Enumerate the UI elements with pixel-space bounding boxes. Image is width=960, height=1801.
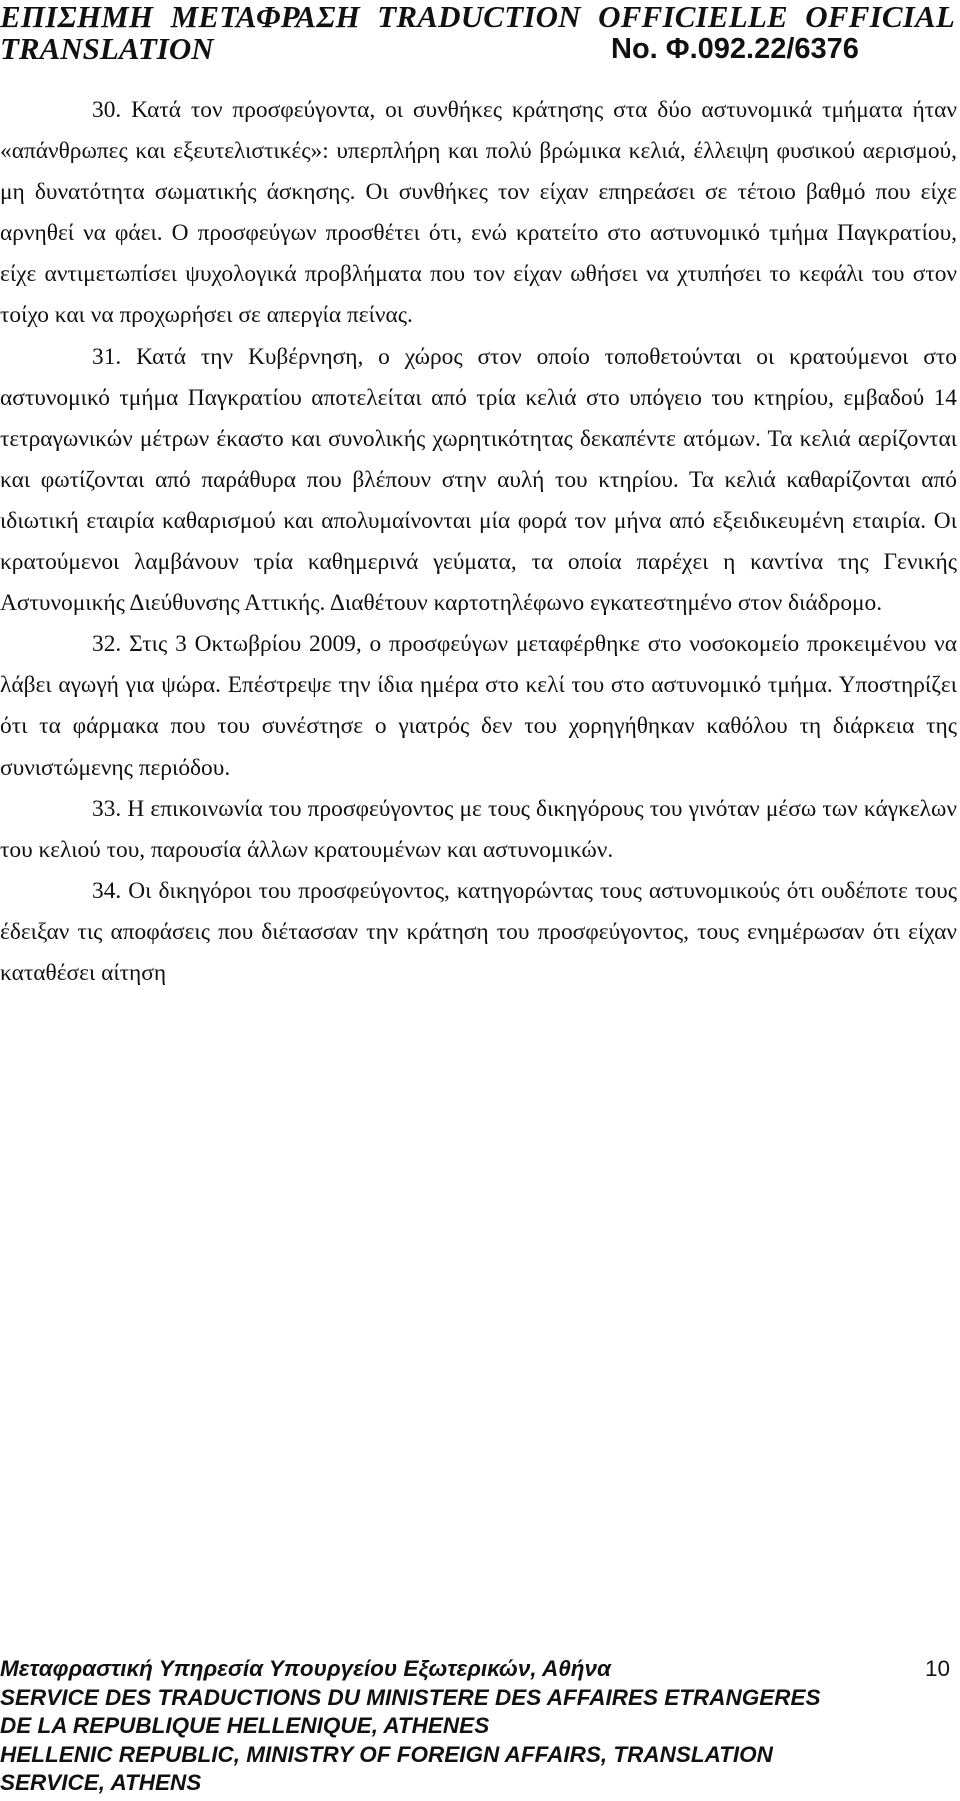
footer-service-greek: Μεταφραστική Υπηρεσία Υπουργείου Εξωτερικών, Αθήνα bbox=[0, 1656, 612, 1681]
paragraph-34 bbox=[0, 871, 957, 994]
page-number: 10 bbox=[925, 1656, 951, 1681]
footer-republic-french: DE LA REPUBLIQUE HELLENIQUE, ATHENES bbox=[0, 1713, 490, 1738]
footer-ministry-english: HELLENIC REPUBLIC, MINISTRY OF FOREIGN AFFAIRS, TRANSLATION bbox=[0, 1741, 773, 1767]
paragraph-text: Οι δικηγόροι του προσφεύγοντος, κατηγορώντας τους αστυνομικούς ότι ουδέποτε τους έδειξαν τις αποφάσεις που διέτασσαν την κράτηση του προσφεύγοντος, τους ενημέρωσαν ότι είχαν καταθέσει αίτηση bbox=[0, 877, 957, 986]
paragraph-number: 31. bbox=[92, 343, 122, 370]
document-body bbox=[0, 90, 957, 994]
footer-service-english: SERVICE, ATHENS bbox=[0, 1770, 202, 1795]
document-footer bbox=[0, 1655, 960, 1798]
paragraph-number: 32. bbox=[92, 631, 122, 658]
paragraph-number: 30. bbox=[92, 97, 122, 123]
header-translation-word: TRANSLATION bbox=[0, 31, 214, 66]
footer-service-french: SERVICE DES TRADUCTIONS DU MINISTERE DES AFFAIRES ETRANGERES bbox=[0, 1684, 821, 1710]
paragraph-text: Στις 3 Οκτωβρίου 2009, ο προσφεύγων μεταφέρθηκε στο νοσοκομείο προκειμένου να λάβει αγωγή για ψώρα. Επέστρεψε την ίδια ημέρα στο κελί του στο αστυνομικό τμήμα. Υποστηρίζει ότι τα φάρμακα που του συνέστησε ο γιατρός δεν του χορηγήθηκαν καθόλου τη διάρκεια της συνιστώμενης περιόδου. bbox=[0, 631, 957, 781]
paragraph-30 bbox=[0, 90, 957, 337]
footer-first-row bbox=[0, 1655, 960, 1684]
paragraph-text: Κατά την Κυβέρνηση, ο χώρος στον οποίο τοποθετούνται οι κρατούμενοι στο αστυνομικό τμήμα Παγκρατίου αποτελείται από τρία κελιά στο υπόγειο του κτηρίου, εμβαδού 14 τετραγωνικών μέτρων έκαστο και συνολικής χωρητικότητας δεκαπέντε ατόμων. Τα κελιά αερίζονται και φωτίζονται από παράθυρα που βλέπουν στην αυλή του κτηρίου. Τα κελιά καθαρίζονται από ιδιωτική εταιρία καθαρισμού και απολυμαίνονται μία φορά τον μήνα από εξειδικευμένη εταιρία. Οι κρατούμενοι λαμβάνουν τρία καθημερινά γεύματα, τα οποία παρέχει η καντίνα της Γενικής Αστυνομικής Διεύθυνσης Αττικής. Διαθέτουν καρτοτηλέφωνο εγκατεστημένο στον διάδρομο. bbox=[0, 343, 957, 617]
header-document-number: No. Φ.092.22/6376 bbox=[611, 33, 859, 65]
paragraph-32 bbox=[0, 624, 957, 788]
paragraph-31 bbox=[0, 337, 957, 625]
paragraph-33 bbox=[0, 789, 957, 871]
header-official-translation-line: ΕΠΙΣΗΜΗ ΜΕΤΑΦΡΑΣΗ TRADUCTION OFFICIELLE OFFICIAL bbox=[0, 0, 955, 34]
paragraph-text: Κατά τον προσφεύγοντα, οι συνθήκες κράτησης στα δύο αστυνομικά τμήματα ήταν «απάνθρωπες και εξευτελιστικές»: υπερπλήρη και πολύ βρώμικα κελιά, έλλειψη φυσικού αερισμού, μη δυνατότητα σωματικής άσκησης. Οι συνθήκες τον είχαν επηρεάσει σε τέτοιο βαθμό που είχε αρνηθεί να φάει. Ο προσφεύγων προσθέτει ότι, ενώ κρατείτο στο αστυνομικό τμήμα Παγκρατίου, είχε αντιμετωπίσει ψυχολογικά προβλήματα που τον είχαν ωθήσει να χτυπήσει το κεφάλι του στον τοίχο και να προχωρήσει σε απεργία πείνας. bbox=[0, 97, 957, 329]
paragraph-number: 34. bbox=[92, 877, 122, 904]
paragraph-number: 33. bbox=[92, 795, 122, 822]
paragraph-text: Η επικοινωνία του προσφεύγοντος με τους δικηγόρους του γινόταν μέσω των κάγκελων του κελιού του, παρουσία άλλων κρατουμένων και αστυνομικών. bbox=[0, 795, 957, 863]
